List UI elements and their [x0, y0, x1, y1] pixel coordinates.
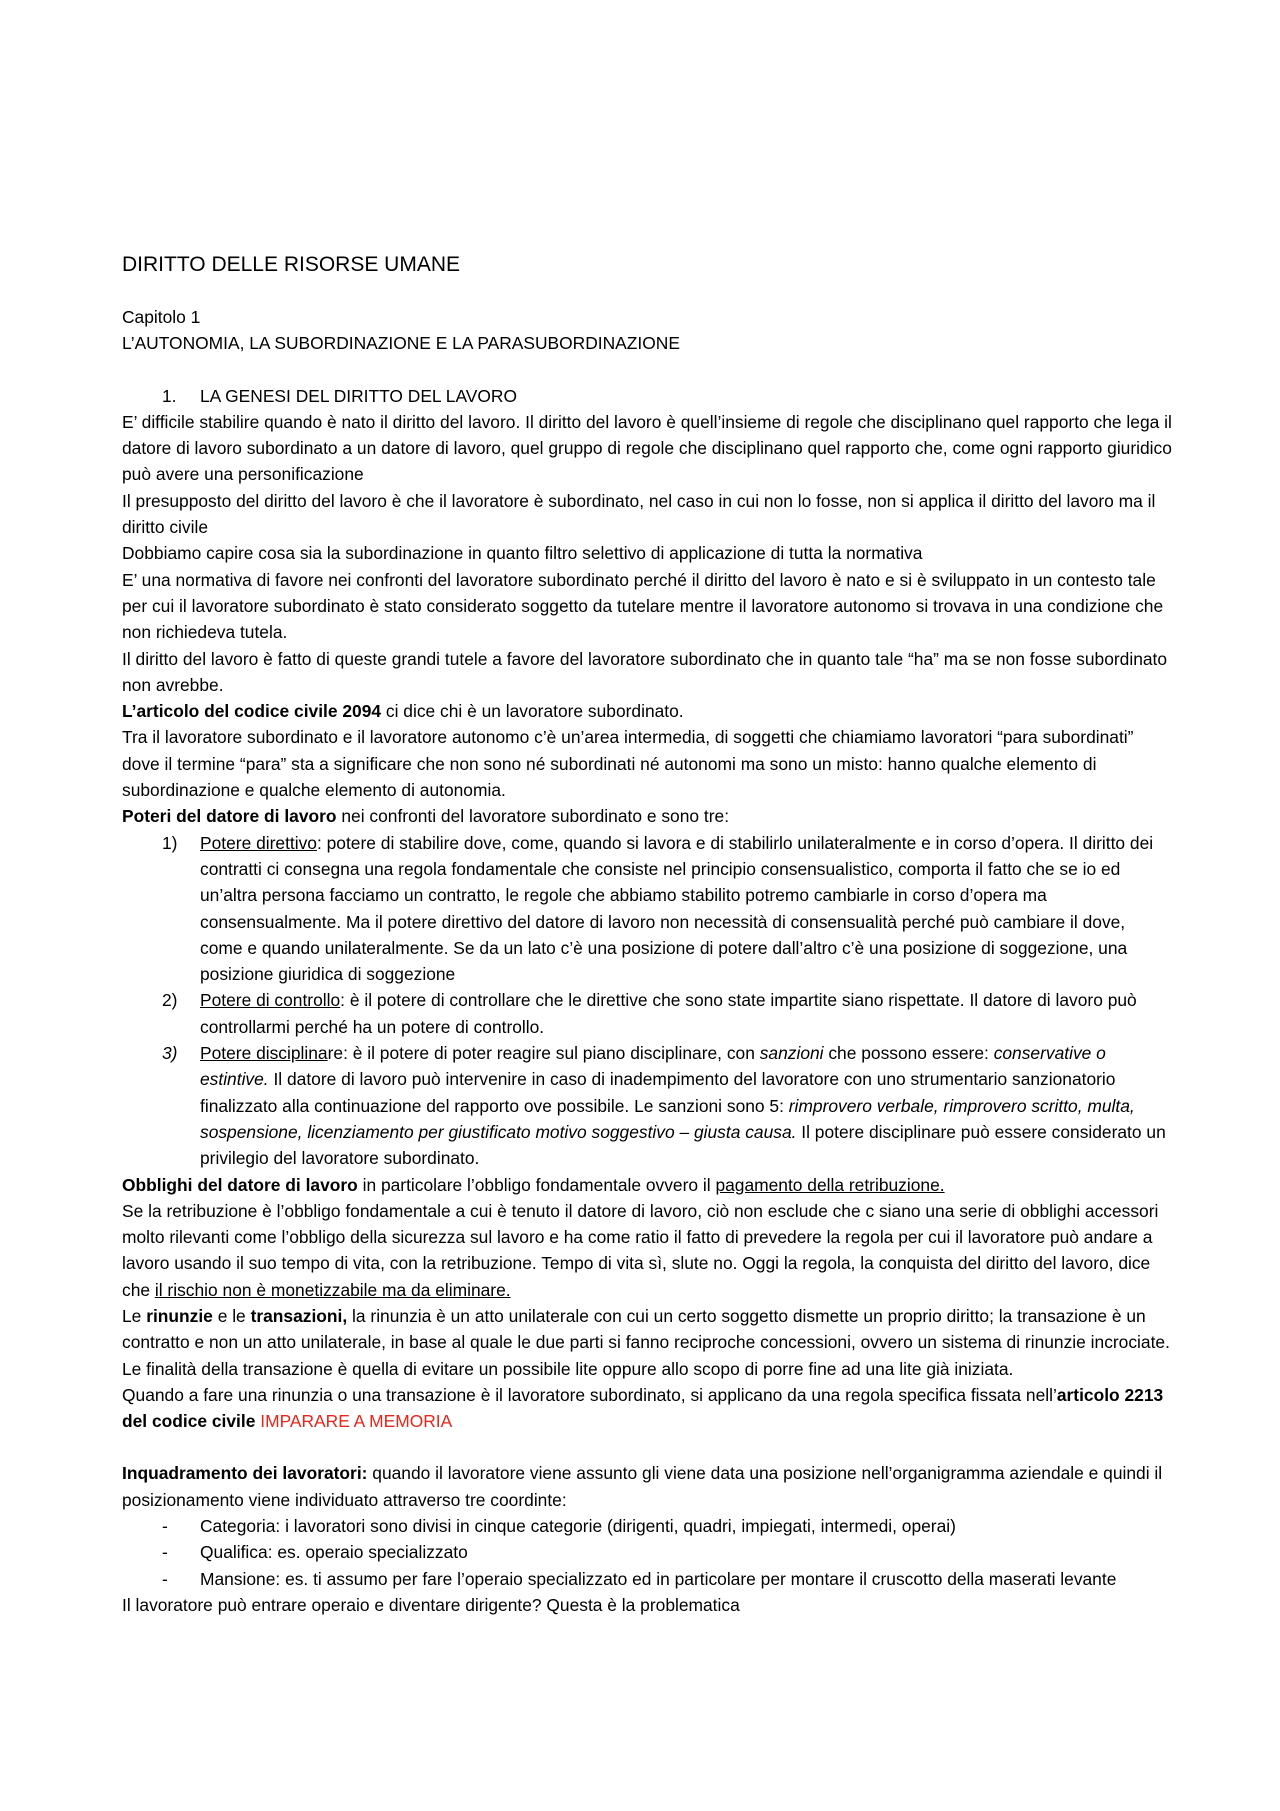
bold-text: Poteri del datore di lavoro: [122, 806, 337, 827]
section-title: LA GENESI DEL DIRITTO DEL LAVORO: [200, 385, 517, 406]
coordinates-list: [122, 1513, 1172, 1592]
bold-text: rinunzie: [146, 1305, 213, 1326]
section-number: 1.: [162, 385, 177, 406]
bold-text: L’articolo del codice civile 2094: [122, 701, 382, 722]
list-marker: -: [162, 1542, 168, 1563]
text-run: che possono essere:: [823, 1043, 994, 1064]
spacer: [122, 357, 1172, 383]
text-run: nei confronti del lavoratore subordinato e sono tre:: [336, 806, 730, 827]
paragraph-problematica: Il lavoratore può entrare operaio e diventare dirigente? Questa è la problematica: [122, 1594, 740, 1615]
text-run: : potere di stabilire dove, come, quando si lavora e di stabilirlo unilateralmente e in corso d’opera. Il diritto dei contratti ci consegna una regola fondamentale che consiste nel principio consensualistico, comporta il fatto che se io ed un’altra persona facciamo un contratto, le regole che abbiamo stabilito potremo cambiarle in corso d’opera ma consensualmente. Ma il potere direttivo del datore di lavoro non necessità di consensualità perché può cambiare il dove, come e quando unilateralmente. Se da un lato c’è una posizione di potere dall’altro c’è una posizione di soggezione, una posizione giuridica di soggezione: [200, 832, 1154, 985]
list-item-text: Qualifica: es. operaio specializzato: [200, 1542, 468, 1563]
list-item-text: Categoria: i lavoratori sono divisi in cinque categorie (dirigenti, quadri, impiegati, intermedi, operai): [200, 1516, 956, 1537]
text-run: : è il potere di controllare che le direttive che sono state impartite siano rispettate. Il datore di lavoro può controllarmi perché ha un potere di controllo.: [200, 990, 1137, 1037]
list-marker: 3): [162, 1043, 178, 1064]
list-marker: -: [162, 1568, 168, 1589]
italic-text: sanzioni: [759, 1043, 824, 1064]
paragraph-retribuzione: [122, 1198, 1172, 1303]
text-run: Il potere disciplinare può essere considerato un privilegio del lavoratore subordinato.: [200, 1121, 1166, 1169]
list-marker: 1): [162, 832, 178, 853]
text-run: Quando a fare una rinunzia o una transazione è il lavoratore subordinato, si applicano da una regola specifica fissata nell’: [122, 1384, 1057, 1405]
text-run: ci dice chi è un lavoratore subordinato.: [381, 701, 684, 722]
underlined-text: Potere disciplina: [200, 1043, 328, 1064]
text-run: e le: [212, 1305, 251, 1326]
italic-text: conservative o estintive.: [200, 1043, 1106, 1090]
list-item-mansione: [122, 1566, 1172, 1592]
italic-text: rimprovero verbale, rimprovero scritto, multa, sospensione, licenziamento per giustificato motivo soggestivo – giusta causa.: [200, 1095, 1135, 1142]
text-run: re: è il potere di poter reagire sul piano disciplinare, con: [327, 1043, 760, 1064]
list-marker: 2): [162, 990, 178, 1011]
text-run: Se la retribuzione è l’obbligo fondamentale a cui è tenuto il datore di lavoro, ciò non esclude che c siano una serie di obblighi accessori molto rilevanti come l’obbligo della sicurezza sul lavoro e ha come ratio il fatto di prevedere la regola per cui il lavoratore può andare a lavoro usando il suo tempo di vita, con la retribuzione. Tempo di vita sì, slute no. Oggi la regola, la conquista del diritto del lavoro, dice che: [122, 1200, 1159, 1300]
bold-text: Obblighi del datore di lavoro: [122, 1174, 358, 1195]
paragraph-articolo-2213: [122, 1382, 1172, 1435]
bold-text: transazioni,: [250, 1305, 348, 1326]
paragraph-articolo-2094: [122, 698, 1172, 724]
text-run: la rinunzia è un atto unilaterale con cui un certo soggetto dismette un proprio diritto; la transazione è un contratto e non un atto unilaterale, in base al quale le due parti si fanno reciproche concessioni, ovvero un sistema di rinunzie incrociate. Le finalità della transazione è quella di evitare un possibile lite oppure allo scopo di porre fine ad una lite già iniziata.: [122, 1305, 1170, 1379]
paragraph-normativa: E’ una normativa di favore nei confronti del lavoratore subordinato perché il diritto del lavoro è nato e si è sviluppato in un contesto tale per cui il lavoratore subordinato è stato considerato soggetto da tutelare mentre il lavoratore autonomo si trovava in una condizione che non richiedeva tutela.: [122, 569, 1164, 643]
paragraph-tutele: Il diritto del lavoro è fatto di queste grandi tutele a favore del lavoratore subordinato che in quanto tale “ha” ma se non fosse subordinato non avrebbe.: [122, 648, 1168, 695]
document-title: DIRITTO DELLE RISORSE UMANE: [122, 253, 461, 276]
text-run: in particolare l’obbligo fondamentale ovvero il: [357, 1174, 716, 1195]
paragraph-inquadramento: [122, 1460, 1172, 1513]
list-item-potere-direttivo: [122, 830, 1172, 988]
paragraph-genesis: E’ difficile stabilire quando è nato il diritto del lavoro. Il diritto del lavoro è quell’insieme di regole che disciplinano quel rapporto che lega il datore di lavoro subordinato a un datore di lavoro, quel gruppo di regole che disciplinano quel rapporto che, come ogni rapporto giuridico può avere una personificazione: [122, 411, 1172, 485]
underlined-text: Potere di controllo: [200, 990, 341, 1011]
list-item-potere-disciplinare: [122, 1040, 1172, 1171]
paragraph-poteri: [122, 803, 1172, 829]
red-highlight-text: IMPARARE A MEMORIA: [260, 1411, 453, 1432]
chapter-title: L’AUTONOMIA, LA SUBORDINAZIONE E LA PARASUBORDINAZIONE: [122, 333, 680, 354]
paragraph-parasubordinati: Tra il lavoratore subordinato e il lavoratore autonomo c’è un’area intermedia, di soggetti che chiamiamo lavoratori “para subordinati” dove il termine “para” sta a significare che non sono né subordinati né autonomi ma sono un misto: hanno qualche elemento di subordinazione e qualche elemento di autonomia.: [122, 727, 1134, 801]
underlined-text: pagamento della retribuzione.: [715, 1174, 945, 1195]
underlined-text: il rischio non è monetizzabile ma da eliminare.: [154, 1279, 511, 1300]
spacer: [122, 1434, 1172, 1460]
list-marker: -: [162, 1516, 168, 1537]
powers-list: [122, 830, 1172, 1172]
section-heading: [122, 383, 1172, 409]
paragraph-presupposto: Il presupposto del diritto del lavoro è che il lavoratore è subordinato, nel caso in cui non lo fosse, non si applica il diritto del lavoro ma il diritto civile: [122, 490, 1156, 538]
text-run: Le: [122, 1305, 147, 1326]
text-run: quando il lavoratore viene assunto gli viene data una posizione nell’organigramma aziendale e quindi il posizionamento viene individuato attraverso tre coordinte:: [122, 1463, 1163, 1510]
paragraph-subordinazione: Dobbiamo capire cosa sia la subordinazione in quanto filtro selettivo di applicazione di tutta la normativa: [122, 543, 923, 564]
document-page: [122, 250, 1172, 1618]
list-item-qualifica: [122, 1539, 1172, 1565]
list-item-text: Mansione: es. ti assumo per fare l’operaio specializzato ed in particolare per montare il cruscotto della maserati levante: [200, 1568, 1117, 1589]
chapter-label: Capitolo 1: [122, 307, 201, 327]
bold-text: articolo 2213 del codice civile: [122, 1384, 1164, 1432]
paragraph-obblighi: [122, 1172, 1172, 1198]
list-item-categoria: [122, 1513, 1172, 1539]
paragraph-rinunzie: [122, 1303, 1172, 1382]
underlined-text: Potere direttivo: [200, 832, 317, 853]
text-run: Il datore di lavoro può intervenire in caso di inadempimento del lavoratore con uno strumentario sanzionatorio finalizzato alla continuazione del rapporto ove possibile. Le sanzioni sono 5:: [200, 1069, 1116, 1116]
bold-text: Inquadramento dei lavoratori:: [122, 1463, 368, 1484]
list-item-potere-controllo: [122, 987, 1172, 1040]
